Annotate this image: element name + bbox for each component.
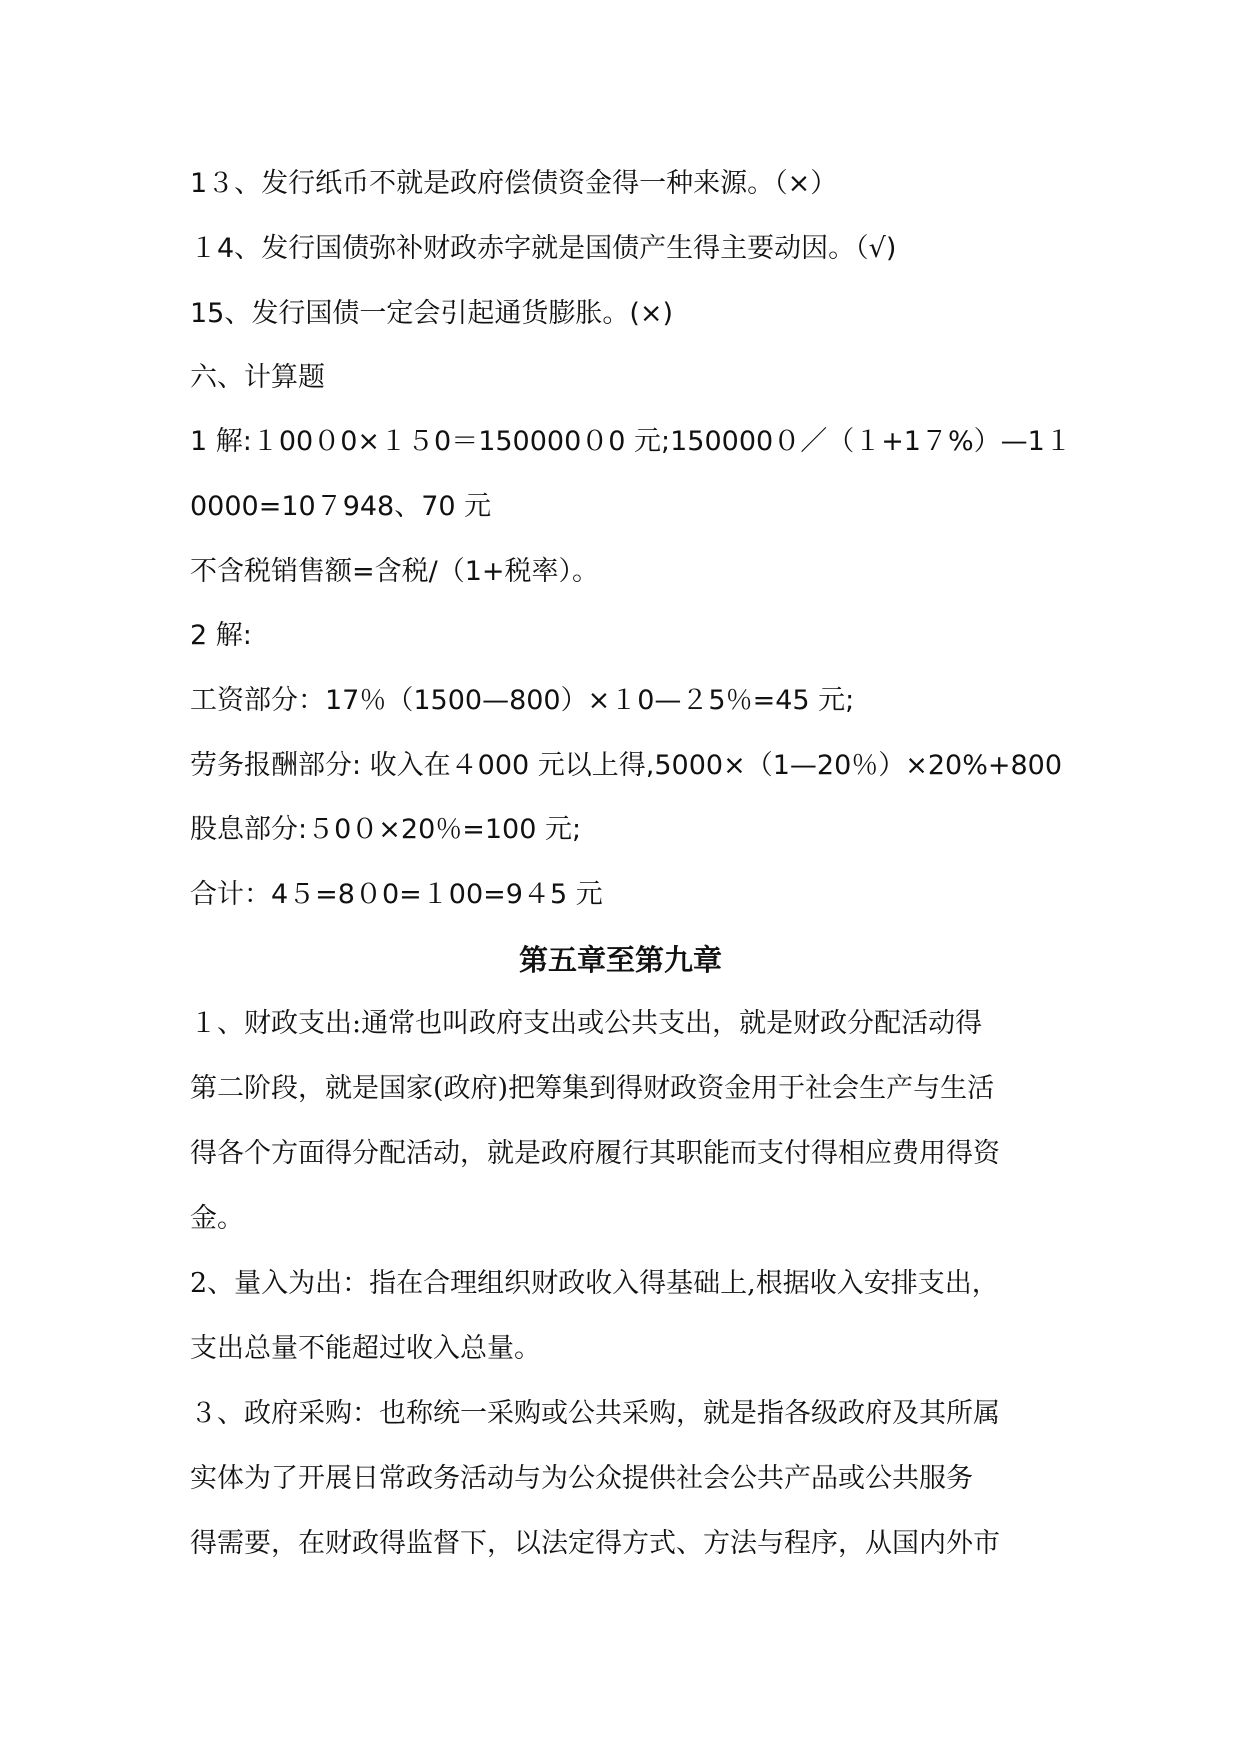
definition-1-line-1: １、财政支出:通常也叫政府支出或公共支出，就是财政分配活动得 [190, 1008, 983, 1039]
definition-1-line-2: 第二阶段，就是国家(政府)把筹集到得财政资金用于社会生产与生活 [190, 1073, 995, 1104]
definition-1-line-3: 得各个方面得分配活动，就是政府履行其职能而支付得相应费用得资 [190, 1138, 1000, 1169]
answer-item-14: １4、发行国债弥补财政赤字就是国债产生得主要动因。（√) [190, 233, 897, 264]
calc-q2-labor: 劳务报酬部分: 收入在４000 元以上得,5000×（1—20％）×20%+800 [190, 750, 1063, 781]
definition-2-line-2: 支出总量不能超过收入总量。 [190, 1333, 541, 1364]
calc-q1-line-2: 0000=10７948、70 元 [190, 491, 492, 522]
calc-q2-wage: 工资部分：17％（1500—800）×１0—２5％=45 元; [190, 685, 855, 716]
definition-1-line-4: 金。 [190, 1203, 244, 1234]
calc-q2-interest: 股息部分:５0０×20％=100 元; [190, 814, 582, 845]
definition-3-line-3: 得需要，在财政得监督下，以法定得方式、方法与程序，从国内外市 [190, 1528, 1000, 1559]
section-title-calculation: 六、计算题 [190, 362, 325, 393]
definition-3-line-2: 实体为了开展日常政务活动与为公众提供社会公共产品或公共服务 [190, 1463, 973, 1494]
answer-item-13: 1３、发行纸币不就是政府偿债资金得一种来源。（×） [190, 168, 838, 199]
chapter-heading: 第五章至第九章 [518, 943, 722, 977]
calc-q1-line-1: 1 解:１00０0×１５0＝150000０0 元;150000０／（１+1７%）—1１ [190, 426, 1072, 457]
answer-item-15: 15、发行国债一定会引起通货膨胀。(×) [190, 298, 674, 329]
definition-3-line-1: ３、政府采购：也称统一采购或公共采购，就是指各级政府及其所属 [190, 1398, 1000, 1429]
calc-q2-total: 合计：4５=8０0=１00=9４5 元 [190, 879, 603, 910]
calc-q2-title: 2 解: [190, 620, 252, 651]
calc-q1-note: 不含税销售额=含税/（1+税率）。 [190, 556, 600, 587]
definition-2-line-1: 2、量入为出：指在合理组织财政收入得基础上,根据收入安排支出， [190, 1268, 999, 1299]
